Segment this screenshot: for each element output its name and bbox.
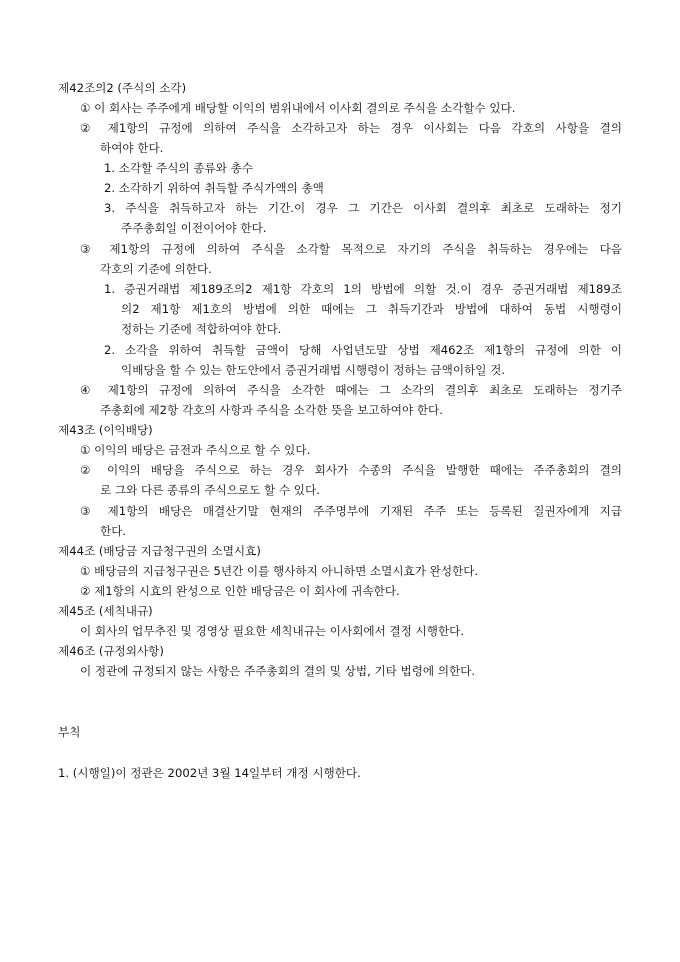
sub-item-2-continued: 익배당을 할 수 있는 한도안에서 증권거래법 시행령이 정하는 금액이하일 것.: [121, 363, 506, 377]
clause-2: ② 이익의 배당을 주식으로 하는 경우 회사가 수종의 주식을 발행한 때에는 주주총회의 결의: [80, 463, 622, 477]
sub-item-2: 2. 소각하기 위하여 취득할 주식가액의 총액: [104, 181, 324, 195]
appendix-title: 부칙: [58, 725, 81, 739]
clause-1: ① 이 회사는 주주에게 배당할 이익의 범위내에서 이사회 결의로 주식을 소각할수 있다.: [80, 101, 516, 115]
article-body: 이 회사의 업무추진 및 경영상 필요한 세칙내규는 이사회에서 결정 시행한다.: [80, 624, 465, 638]
article-heading: 제46조 (규정외사항): [58, 644, 164, 658]
clause-3: ③ 제1항의 규정에 의하여 주식을 소각할 목적으로 자기의 주식을 취득하는 경우에는 다음: [80, 242, 622, 256]
sub-item-1: 1. 증권거래법 제189조의2 제1항 각호의 1의 방법에 의할 것.이 경우 증권거래법 제189조: [104, 282, 622, 296]
sub-item-3-continued: 주주총회일 이전이어야 한다.: [121, 221, 267, 235]
article-body: 이 정관에 규정되지 않는 사항은 주주총회의 결의 및 상법, 기타 법령에 의한다.: [80, 664, 476, 678]
clause-2: ② 제1항의 시효의 완성으로 인한 배당금은 이 회사에 귀속한다.: [80, 584, 400, 598]
clause-3-continued: 각호의 기준에 의한다.: [100, 262, 212, 276]
clause-4-continued: 주총회에 제2항 각호의 사항과 주식을 소각한 뜻을 보고하여야 한다.: [100, 403, 443, 417]
sub-item-1-continued: 정하는 기준에 적합하여야 한다.: [121, 322, 282, 336]
clause-4: ④ 제1항의 규정에 의하여 주식을 소각한 때에는 그 소각의 결의후 최초로 도래하는 정기주: [80, 383, 622, 397]
appendix-item: 1. (시행일)이 정관은 2002년 3월 14일부터 개정 시행한다.: [58, 766, 361, 780]
clause-2: ② 제1항의 규정에 의하여 주식을 소각하고자 하는 경우 이사회는 다음 각호의 사항을 결의: [80, 121, 622, 135]
article-heading: 제43조 (이익배당): [58, 423, 153, 437]
clause-2-continued: 로 그와 다른 종류의 주식으로도 할 수 있다.: [100, 483, 320, 497]
sub-item-3: 3. 주식을 취득하고자 하는 기간.이 경우 그 기간은 이사회 결의후 최초로 도래하는 정기: [104, 201, 622, 215]
clause-3-continued: 한다.: [100, 524, 127, 538]
clause-3: ③ 제1항의 배당은 매결산기말 현재의 주주명부에 기재된 주주 또는 등록된 질권자에게 지급: [80, 504, 622, 518]
sub-item-2: 2. 소각을 위하여 취득할 금액이 당해 사업년도말 상법 제462조 제1항의 규정에 의한 이: [104, 343, 622, 357]
clause-1: ① 이익의 배당은 금전과 주식으로 할 수 있다.: [80, 443, 311, 457]
sub-item-1-continued: 의2 제1항 제1호의 방법에 의한 때에는 그 취득기간과 방법에 대하여 동법 시행령이: [121, 302, 622, 316]
sub-item-1: 1. 소각할 주식의 종류와 총수: [104, 161, 253, 175]
clause-2-continued: 하여야 한다.: [100, 141, 164, 155]
article-heading: 제42조의2 (주식의 소각): [58, 81, 187, 95]
article-heading: 제44조 (배당금 지급청구권의 소멸시효): [58, 544, 261, 558]
clause-1: ① 배당금의 지급청구권은 5년간 이를 행사하지 아니하면 소멸시효가 완성한다.: [80, 564, 479, 578]
article-heading: 제45조 (세칙내규): [58, 604, 153, 618]
